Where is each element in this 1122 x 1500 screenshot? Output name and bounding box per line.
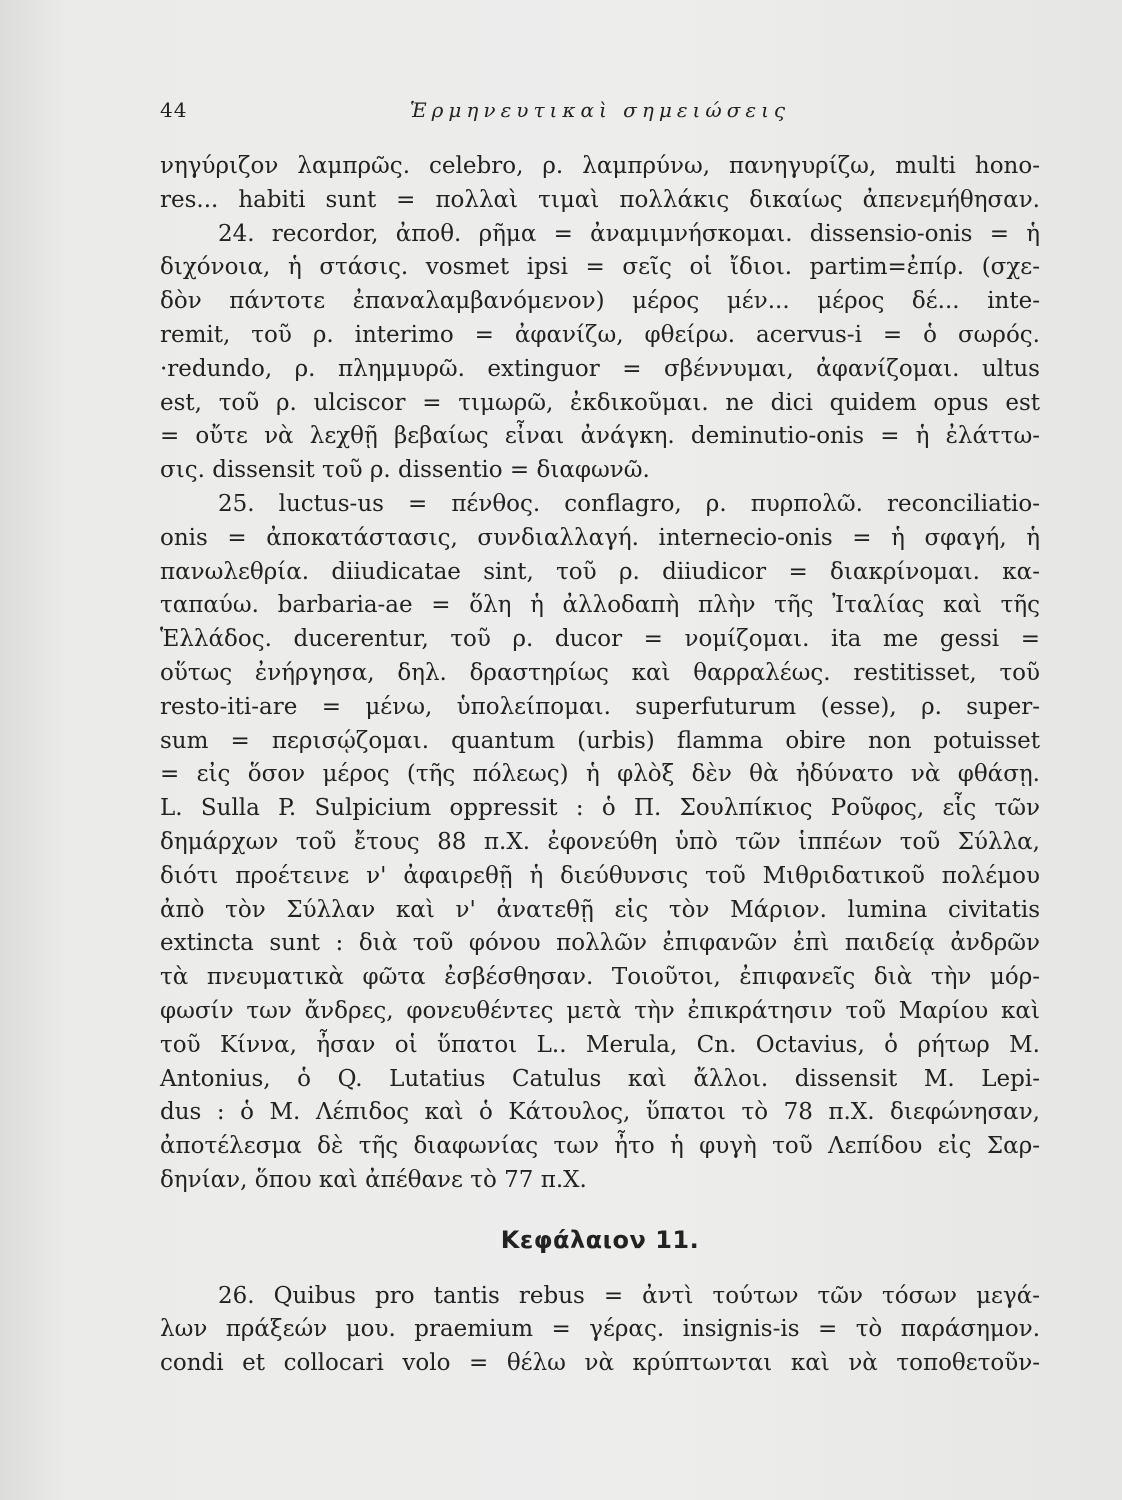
text-line: sum = περισῴζομαι. quantum (urbis) flamma obire non potuisset — [160, 727, 1040, 754]
text-line: 25. luctus-us = πένθος. conflagro, ρ. πυρπολῶ. reconciliatio- — [218, 490, 1040, 517]
text-line: διχόνοια, ἡ στάσις. vosmet ipsi = σεῖς οἱ ἴδιοι. partim=ἐπίρ. (σχε- — [160, 254, 1040, 281]
text-line: δὸν πάντοτε ἐπαναλαμβανόμενον) μέρος μέν... μέρος δέ... inte- — [160, 288, 1040, 315]
text-line: ἀπὸ τὸν Σύλλαν καὶ ν' ἀνατεθῇ εἰς τὸν Μάριον. lumina civitatis — [160, 896, 1040, 923]
text-line: οὕτως ἐνήργησα, δηλ. δραστηρίως καὶ θαρραλέως. restitisset, τοῦ — [160, 659, 1040, 686]
text-line: ·redundo, ρ. πλημμυρῶ. extinguor = σβέννυμαι, ἀφανίζομαι. ultus — [160, 355, 1040, 382]
text-line: resto-iti-are = μένω, ὑπολείπομαι. superfuturum (esse), ρ. super- — [160, 693, 1040, 720]
text-line: πανωλεθρία. diiudicatae sint, τοῦ ρ. diiudicor = διακρίνομαι. κα- — [160, 558, 1040, 585]
text-line: ταπαύω. barbaria-ae = ὅλη ἡ ἀλλοδαπὴ πλὴν τῆς Ἰταλίας καὶ τῆς — [160, 592, 1040, 619]
text-line: δηνίαν, ὅπου καὶ ἀπέθανε τὸ 77 π.Χ. — [160, 1166, 587, 1193]
running-title: Ἑρμηνευτικαὶ σημειώσεις — [409, 98, 791, 122]
text-line: ἀποτέλεσμα δὲ τῆς διαφωνίας των ἦτο ἡ φυγὴ τοῦ Λεπίδου εἰς Σαρ- — [160, 1133, 1040, 1160]
paragraph-25 — [160, 488, 1040, 1198]
text-line: φωσίν των ἄνδρες, φονευθέντες μετὰ τὴν ἐπικράτησιν τοῦ Μαρίου καὶ — [160, 997, 1040, 1024]
page-number: 44 — [160, 98, 188, 122]
text-line: = οὔτε νὰ λεχθῇ βεβαίως εἶναι ἀνάγκη. deminutio-onis = ἡ ἐλάττω- — [160, 423, 1040, 450]
text-line: est, τοῦ ρ. ulciscor = τιμωρῶ, ἐκδικοῦμαι. ne dici quidem opus est — [160, 389, 1040, 416]
page-header — [160, 98, 1040, 128]
body-text — [160, 150, 1040, 1381]
text-line: τοῦ Κίννα, ἦσαν οἱ ὕπατοι L.. Merula, Cn. Octavius, ὁ ρήτωρ M. — [160, 1031, 1040, 1058]
text-line: διότι προέτεινε ν' ἀφαιρεθῇ ἡ διεύθυνσις τοῦ Μιθριδατικοῦ πολέμου — [160, 862, 1040, 889]
text-line: 24. recordor, ἀποθ. ρῆμα = ἀναμιμνήσκομαι. dissensio-onis = ἡ — [218, 220, 1040, 247]
text-line: dus : ὁ Μ. Λέπιδος καὶ ὁ Κάτουλος, ὕπατοι τὸ 78 π.Χ. διεφώνησαν, — [160, 1099, 1040, 1126]
text-line: remit, τοῦ ρ. interimo = ἀφανίζω, φθείρω. acervus-i = ὁ σωρός. — [160, 321, 1040, 348]
text-line: τὰ πνευματικὰ φῶτα ἐσβέσθησαν. Τοιοῦτοι, ἐπιφανεῖς διὰ τὴν μόρ- — [160, 964, 1040, 991]
paragraph-26 — [160, 1280, 1040, 1381]
text-line: Antonius, ὁ Q. Lutatius Catulus καὶ ἄλλοι. dissensit M. Lepi- — [160, 1065, 1040, 1092]
text-line: condi et collocari volo = θέλω νὰ κρύπτωνται καὶ νὰ τοποθετοῦν- — [160, 1350, 1040, 1377]
text-line: σις. dissensit τοῦ ρ. dissentio = διαφωνῶ. — [160, 457, 650, 484]
text-line: res... habiti sunt = πολλαὶ τιμαὶ πολλάκις δικαίως ἀπενεμήθησαν. — [160, 186, 1040, 213]
text-line: = εἰς ὅσον μέρος (τῆς πόλεως) ἡ φλὸξ δὲν θὰ ἠδύνατο νὰ φθάσῃ. — [160, 761, 1040, 788]
text-line: λων πράξεών μου. praemium = γέρας. insignis-is = τὸ παράσημον. — [160, 1316, 1040, 1343]
text-line: δημάρχων τοῦ ἔτους 88 π.Χ. ἐφονεύθη ὑπὸ τῶν ἱππέων τοῦ Σύλλα, — [160, 828, 1040, 855]
text-line: 26. Quibus pro tantis rebus = ἀντὶ τούτων τῶν τόσων μεγά- — [218, 1282, 1040, 1309]
text-line: extincta sunt : διὰ τοῦ φόνου πολλῶν ἐπιφανῶν ἐπὶ παιδείᾳ ἀνδρῶν — [160, 930, 1040, 957]
text-line: νηγύριζον λαμπρῶς. celebro, ρ. λαμπρύνω, πανηγυρίζω, multi hono- — [160, 153, 1040, 179]
chapter-heading: Κεφάλαιον 11. — [500, 1225, 700, 1254]
text-line: Ἑλλάδος. ducerentur, τοῦ ρ. ducor = νομίζομαι. ita me gessi = — [160, 626, 1040, 653]
text-line: onis = ἀποκατάστασις, συνδιαλλαγή. internecio-onis = ἡ σφαγή, ἡ — [160, 524, 1040, 551]
text-line: L. Sulla P. Sulpicium oppressit : ὁ Π. Σουλπίκιος Ροῦφος, εἷς τῶν — [160, 795, 1040, 822]
paragraph-24 — [160, 150, 1040, 488]
